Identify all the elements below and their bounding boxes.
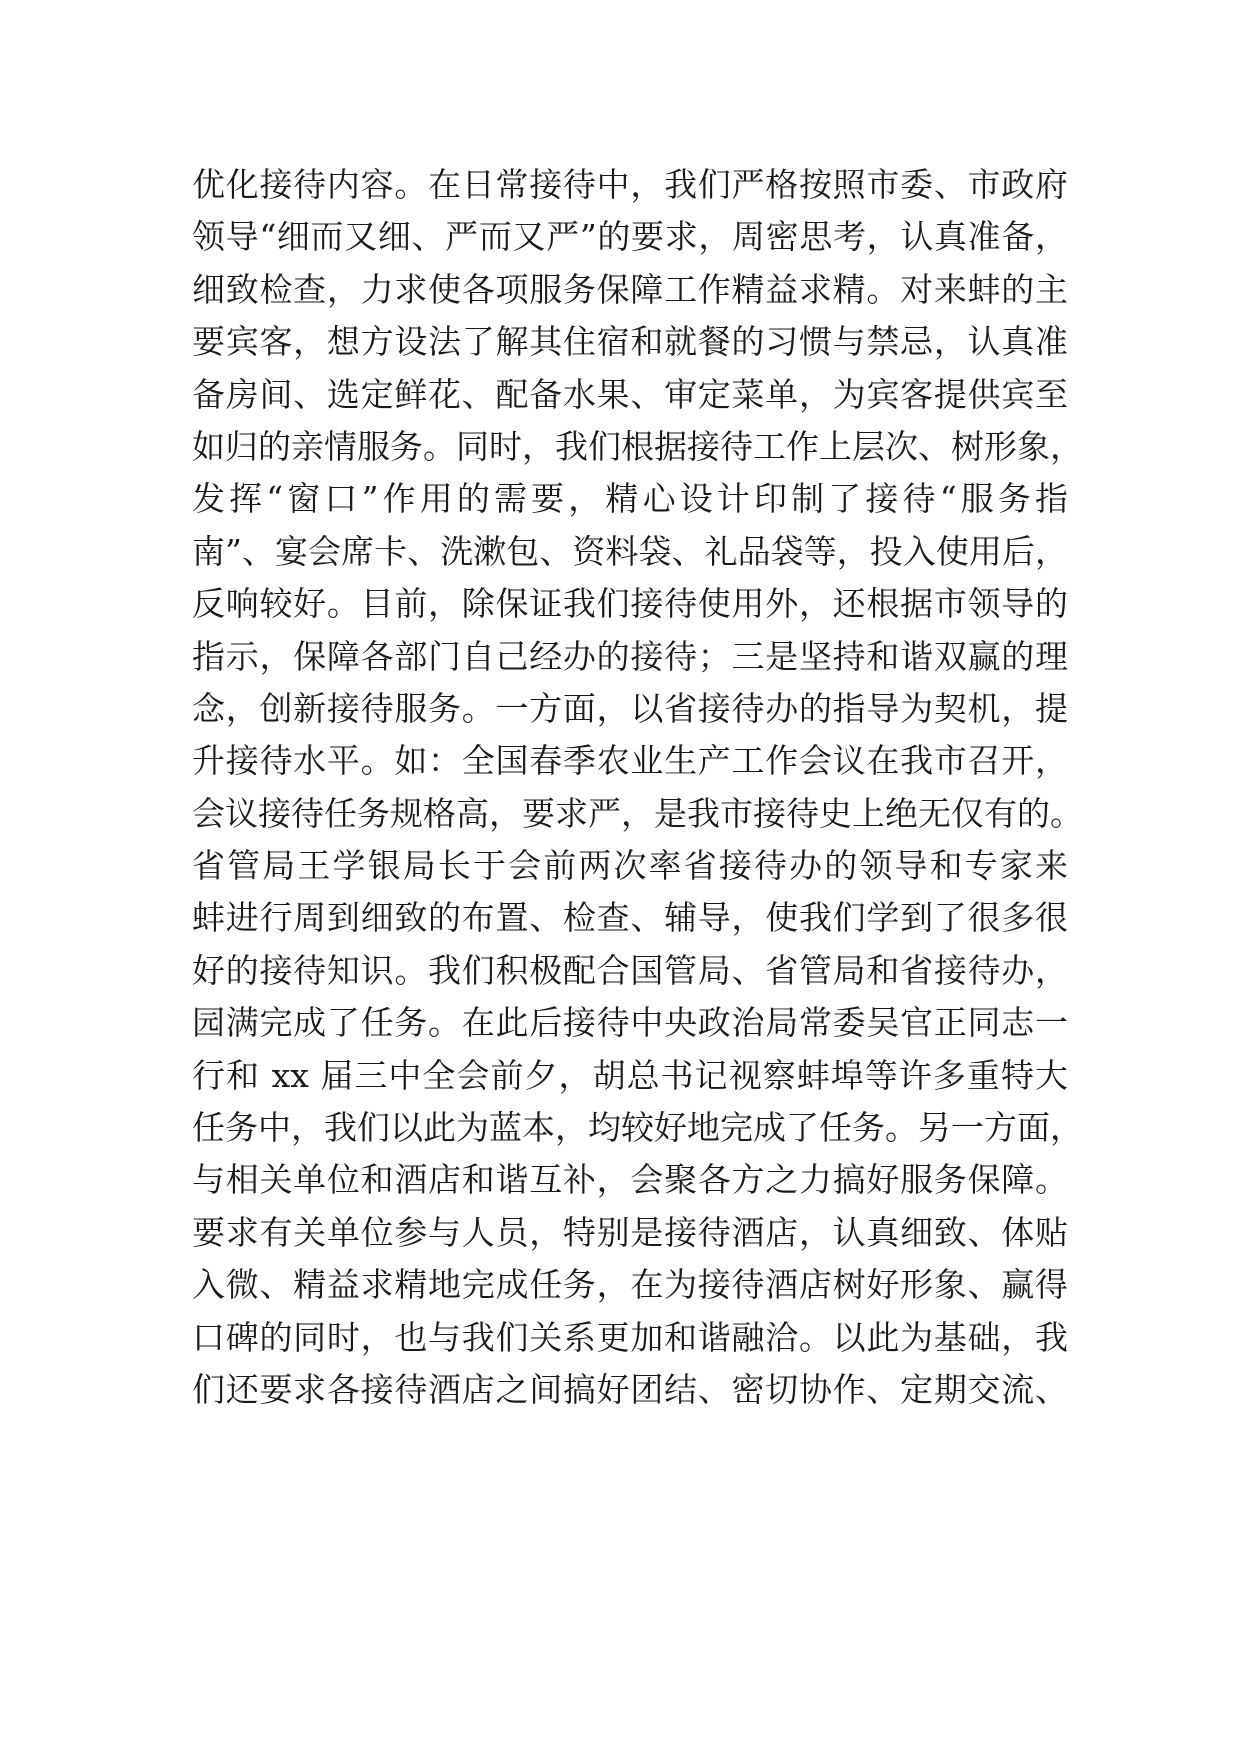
text-line: 行和 xx 届三中全会前夕，胡总书记视察蚌埠等许多重特大 xyxy=(192,1055,1068,1095)
text-line: 口碑的同时，也与我们关系更加和谐融洽。以此为基础，我 xyxy=(192,1317,1068,1357)
text-line: 任务中，我们以此为蓝本，均较好地完成了任务。另一方面， xyxy=(192,1108,1083,1148)
text-line: 蚌进行周到细致的布置、检查、辅导，使我们学到了很多很 xyxy=(192,898,1068,938)
text-line: 南”、宴会席卡、洗漱包、资料袋、礼品袋等，投入使用后， xyxy=(192,531,1068,571)
text-line: 发挥“窗口”作用的需要，精心设计印制了接待“服务指 xyxy=(192,479,1068,519)
text-line: 细致检查，力求使各项服务保障工作精益求精。对来蚌的主 xyxy=(192,269,1068,309)
text-line: 反响较好。目前，除保证我们接待使用外，还根据市领导的 xyxy=(192,584,1068,624)
text-line: 指示，保障各部门自己经办的接待；三是坚持和谐双赢的理 xyxy=(192,636,1068,676)
text-line: 升接待水平。如：全国春季农业生产工作会议在我市召开， xyxy=(192,741,1068,781)
text-line: 如归的亲情服务。同时，我们根据接待工作上层次、树形象， xyxy=(192,426,1083,466)
text-line: 领导“细而又细、严而又严”的要求，周密思考，认真准备， xyxy=(192,217,1068,257)
body-paragraph xyxy=(192,159,1083,1416)
text-line: 备房间、选定鲜花、配备水果、审定菜单，为宾客提供宾至 xyxy=(192,374,1068,414)
text-line: 念，创新接待服务。一方面，以省接待办的指导为契机，提 xyxy=(192,688,1068,728)
text-line: 要宾客，想方设法了解其住宿和就餐的习惯与禁忌，认真准 xyxy=(192,322,1068,362)
text-line: 要求有关单位参与人员，特别是接待酒店，认真细致、体贴 xyxy=(192,1212,1068,1252)
text-line: 与相关单位和酒店和谐互补，会聚各方之力搞好服务保障。 xyxy=(192,1160,1068,1200)
text-line: 会议接待任务规格高，要求严，是我市接待史上绝无仅有的。 xyxy=(192,793,1083,833)
text-line: 园满完成了任务。在此后接待中央政治局常委吴官正同志一 xyxy=(192,1003,1068,1043)
text-line: 好的接待知识。我们积极配合国管局、省管局和省接待办， xyxy=(192,950,1068,990)
text-line: 省管局王学银局长于会前两次率省接待办的领导和专家来 xyxy=(192,846,1068,886)
text-line: 们还要求各接待酒店之间搞好团结、密切协作、定期交流、 xyxy=(192,1369,1068,1409)
text-line: 入微、精益求精地完成任务，在为接待酒店树好形象、赢得 xyxy=(192,1265,1068,1305)
text-line: 优化接待内容。在日常接待中，我们严格按照市委、市政府 xyxy=(192,165,1068,204)
